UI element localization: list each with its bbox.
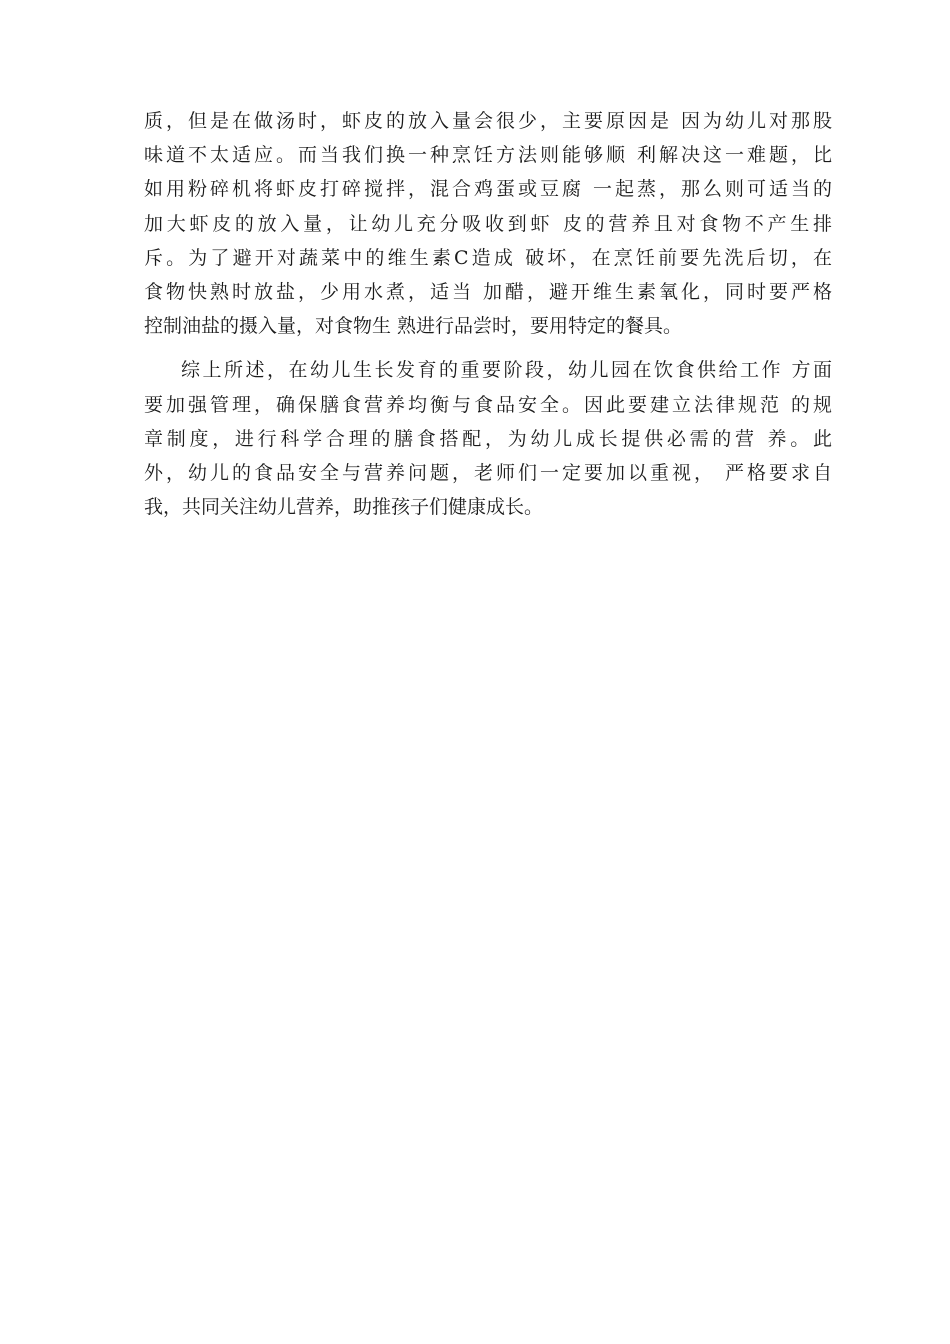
- text-line: 综上所述，在幼儿生长发育的重要阶段，幼儿园在饮食供给工作 方面: [181, 359, 832, 382]
- text-line: 如用粉碎机将虾皮打碎搅拌，混合鸡蛋或豆腐 一起蒸，那么则可适当的: [144, 178, 832, 201]
- text-line: 外，幼儿的食品安全与营养问题，老师们一定要加以重视， 严格要求自: [144, 461, 832, 484]
- text-line: 斥。为了避开对蔬菜中的维生素C造成 破坏，在烹饪前要先洗后切，在: [144, 246, 832, 269]
- paragraph-2: [144, 353, 832, 524]
- text-line: 我，共同关注幼儿营养，助推孩子们健康成长。: [144, 496, 544, 519]
- text-line: 加大虾皮的放入量，让幼儿充分吸收到虾 皮的营养且对食物不产生排: [144, 212, 832, 235]
- text-line: 控制油盐的摄入量，对食物生 熟进行品尝时，要用特定的餐具。: [144, 315, 683, 338]
- text-line: 食物快熟时放盐，少用水煮，适当 加醋，避开维生素氧化，同时要严格: [144, 280, 832, 303]
- text-line: 味道不太适应。而当我们换一种烹饪方法则能够顺 利解决这一难题，比: [144, 144, 832, 167]
- text-line: 质，但是在做汤时，虾皮的放入量会很少，主要原因是 因为幼儿对那股: [144, 110, 832, 132]
- document-body: [144, 104, 832, 524]
- paragraph-1: [144, 104, 832, 343]
- text-line: 章制度，进行科学合理的膳食搭配，为幼儿成长提供必需的营 养。此: [144, 427, 832, 450]
- text-line: 要加强管理，确保膳食营养均衡与食品安全。因此要建立法律规范 的规: [144, 393, 832, 416]
